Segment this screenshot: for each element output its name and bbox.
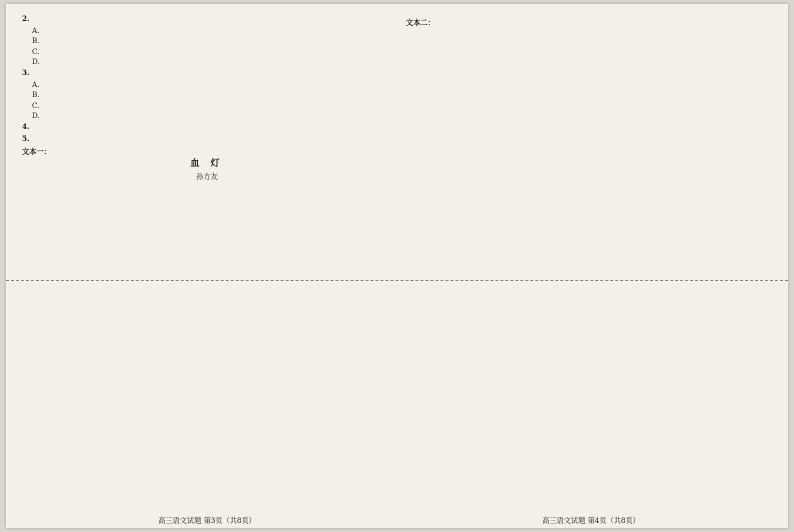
story-title: 血 灯 (190, 158, 224, 169)
right-page (406, 14, 776, 520)
question-list (22, 14, 392, 144)
question-number: 5. (22, 133, 30, 143)
left-page (22, 14, 392, 520)
story-author: 孙方友 (196, 171, 218, 181)
answer-option: A. (32, 79, 40, 89)
text-two-label: 文本二： (406, 18, 435, 27)
question-number: 4. (22, 121, 30, 131)
answer-option: B. (32, 90, 40, 100)
answer-option: D. (32, 111, 40, 121)
question-item (22, 134, 392, 145)
answer-option: B. (32, 36, 40, 46)
question-item (22, 122, 392, 133)
left-page-footer: 高三语文试题 第3页（共8页） (158, 516, 256, 525)
right-page-footer: 高三语文试题 第4页（共8页） (542, 516, 640, 525)
answer-option: D. (32, 57, 40, 67)
exam-sheet (6, 4, 788, 528)
answer-option: C. (32, 100, 40, 110)
answer-option: C. (32, 46, 40, 56)
answer-option: A. (32, 25, 40, 35)
question-number: 2. (22, 14, 30, 23)
question-item (22, 68, 392, 79)
text-one-label: 文本一： (22, 147, 51, 157)
question-number: 3. (22, 67, 30, 77)
question-item (22, 14, 392, 25)
